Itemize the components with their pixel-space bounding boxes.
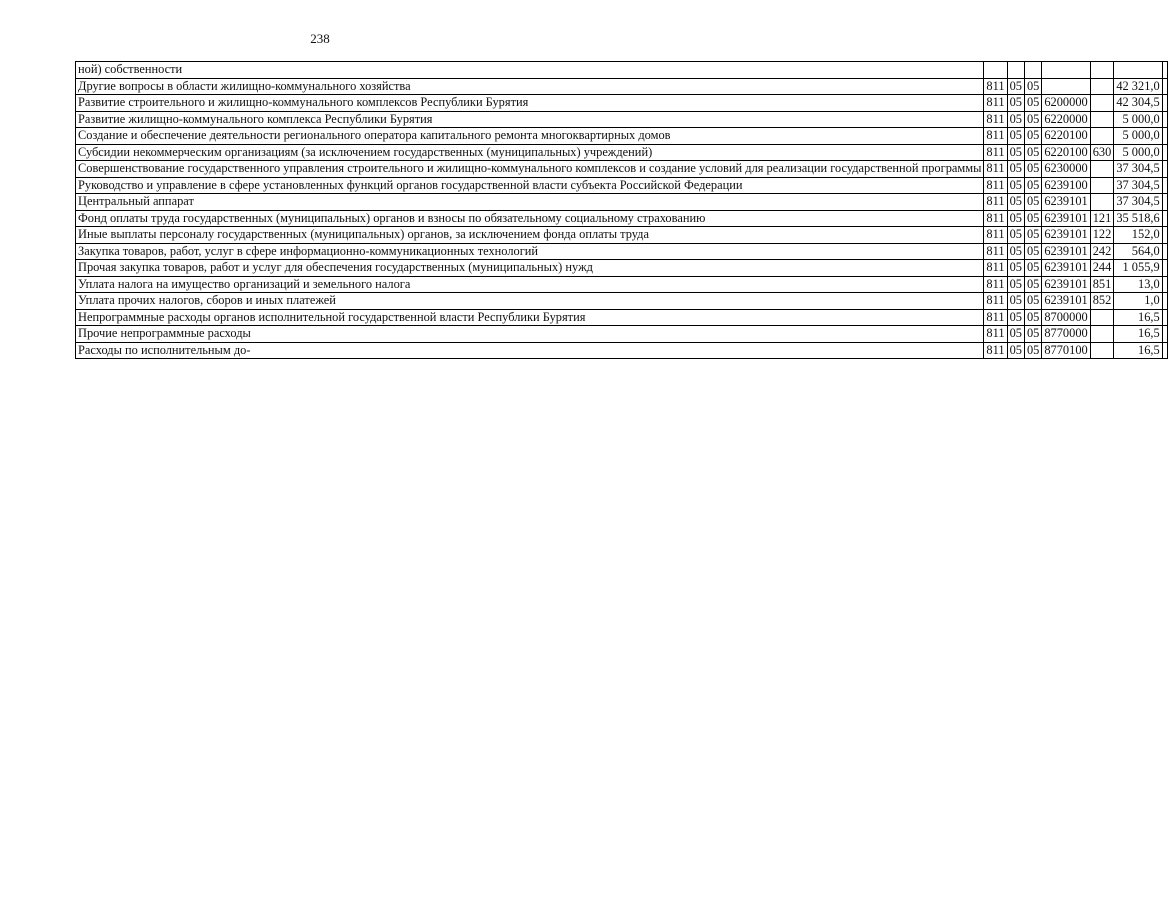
table-row <box>76 342 1168 359</box>
cell-empty <box>1162 326 1167 343</box>
cell-target: 6220000 <box>1042 111 1090 128</box>
budget-table-body <box>76 62 1168 359</box>
cell-ministry: 811 <box>984 78 1007 95</box>
cell-ministry: 811 <box>984 111 1007 128</box>
cell-target <box>1042 62 1090 79</box>
cell-empty <box>1162 210 1167 227</box>
cell-expense <box>1090 95 1114 112</box>
cell-target: 6200000 <box>1042 95 1090 112</box>
cell-name: Фонд оплаты труда государственных (муниципальных) органов и взносы по обязательному социальному страхованию <box>76 210 984 227</box>
cell-name: ной) собственности <box>76 62 984 79</box>
cell-subsection: 05 <box>1024 260 1041 277</box>
table-row <box>76 95 1168 112</box>
cell-subsection: 05 <box>1024 227 1041 244</box>
cell-name: Уплата прочих налогов, сборов и иных платежей <box>76 293 984 310</box>
budget-table <box>75 61 1168 359</box>
cell-ministry: 811 <box>984 342 1007 359</box>
cell-name: Прочие непрограммные расходы <box>76 326 984 343</box>
cell-subsection: 05 <box>1024 326 1041 343</box>
cell-amount: 16,5 <box>1114 326 1162 343</box>
cell-ministry: 811 <box>984 144 1007 161</box>
cell-name: Создание и обеспечение деятельности регионального оператора капитального ремонта многоквартирных домов <box>76 128 984 145</box>
cell-subsection: 05 <box>1024 210 1041 227</box>
cell-name: Прочая закупка товаров, работ и услуг для обеспечения государственных (муниципальных) нужд <box>76 260 984 277</box>
cell-section: 05 <box>1007 177 1024 194</box>
table-row <box>76 276 1168 293</box>
cell-subsection: 05 <box>1024 309 1041 326</box>
cell-expense <box>1090 342 1114 359</box>
cell-empty <box>1162 111 1167 128</box>
table-row <box>76 309 1168 326</box>
cell-name: Центральный аппарат <box>76 194 984 211</box>
cell-section: 05 <box>1007 293 1024 310</box>
table-row <box>76 326 1168 343</box>
cell-expense <box>1090 62 1114 79</box>
cell-empty <box>1162 144 1167 161</box>
cell-expense <box>1090 111 1114 128</box>
cell-subsection: 05 <box>1024 78 1041 95</box>
cell-subsection: 05 <box>1024 161 1041 178</box>
cell-amount: 42 304,5 <box>1114 95 1162 112</box>
cell-section: 05 <box>1007 326 1024 343</box>
cell-name: Совершенствование государственного управления строительного и жилищно-коммунального комплексов и создание условий для реализации государственной программы <box>76 161 984 178</box>
cell-section: 05 <box>1007 111 1024 128</box>
cell-target: 6239101 <box>1042 243 1090 260</box>
cell-ministry: 811 <box>984 243 1007 260</box>
cell-name: Непрограммные расходы органов исполнительной государственной власти Республики Бурятия <box>76 309 984 326</box>
table-row <box>76 78 1168 95</box>
cell-empty <box>1162 309 1167 326</box>
cell-empty <box>1162 243 1167 260</box>
cell-name: Закупка товаров, работ, услуг в сфере информационно-коммуникационных технологий <box>76 243 984 260</box>
cell-subsection: 05 <box>1024 111 1041 128</box>
cell-section: 05 <box>1007 95 1024 112</box>
cell-ministry: 811 <box>984 326 1007 343</box>
cell-empty <box>1162 227 1167 244</box>
cell-section: 05 <box>1007 260 1024 277</box>
cell-ministry: 811 <box>984 276 1007 293</box>
cell-ministry: 811 <box>984 128 1007 145</box>
cell-ministry: 811 <box>984 210 1007 227</box>
cell-target: 8770000 <box>1042 326 1090 343</box>
table-row <box>76 161 1168 178</box>
cell-amount: 5 000,0 <box>1114 144 1162 161</box>
cell-expense: 242 <box>1090 243 1114 260</box>
cell-section: 05 <box>1007 309 1024 326</box>
cell-ministry: 811 <box>984 227 1007 244</box>
cell-empty <box>1162 161 1167 178</box>
cell-target: 6239101 <box>1042 276 1090 293</box>
cell-expense: 244 <box>1090 260 1114 277</box>
cell-target <box>1042 78 1090 95</box>
cell-section: 05 <box>1007 210 1024 227</box>
cell-empty <box>1162 128 1167 145</box>
cell-amount: 37 304,5 <box>1114 194 1162 211</box>
cell-subsection: 05 <box>1024 194 1041 211</box>
page-number: 238 <box>310 31 330 46</box>
cell-expense: 852 <box>1090 293 1114 310</box>
cell-section <box>1007 62 1024 79</box>
cell-empty <box>1162 95 1167 112</box>
cell-ministry: 811 <box>984 177 1007 194</box>
cell-subsection <box>1024 62 1041 79</box>
cell-name: Руководство и управление в сфере установленных функций органов государственной власти субъекта Российской Федерации <box>76 177 984 194</box>
cell-amount: 37 304,5 <box>1114 177 1162 194</box>
cell-amount: 564,0 <box>1114 243 1162 260</box>
table-row <box>76 293 1168 310</box>
cell-amount <box>1114 62 1162 79</box>
cell-empty <box>1162 276 1167 293</box>
cell-target: 6239100 <box>1042 177 1090 194</box>
cell-name: Развитие жилищно-коммунального комплекса Республики Бурятия <box>76 111 984 128</box>
cell-expense <box>1090 326 1114 343</box>
cell-section: 05 <box>1007 276 1024 293</box>
cell-subsection: 05 <box>1024 293 1041 310</box>
table-row <box>76 243 1168 260</box>
cell-amount: 16,5 <box>1114 342 1162 359</box>
cell-subsection: 05 <box>1024 243 1041 260</box>
cell-section: 05 <box>1007 342 1024 359</box>
cell-ministry <box>984 62 1007 79</box>
cell-target: 6239101 <box>1042 227 1090 244</box>
cell-amount: 1 055,9 <box>1114 260 1162 277</box>
cell-target: 6239101 <box>1042 194 1090 211</box>
cell-name: Расходы по исполнительным до- <box>76 342 984 359</box>
cell-subsection: 05 <box>1024 276 1041 293</box>
table-row <box>76 128 1168 145</box>
cell-ministry: 811 <box>984 309 1007 326</box>
cell-expense <box>1090 161 1114 178</box>
table-row <box>76 177 1168 194</box>
cell-target: 6220100 <box>1042 144 1090 161</box>
cell-expense: 851 <box>1090 276 1114 293</box>
cell-expense <box>1090 309 1114 326</box>
cell-name: Развитие строительного и жилищно-коммунального комплексов Республики Бурятия <box>76 95 984 112</box>
cell-amount: 5 000,0 <box>1114 111 1162 128</box>
cell-amount: 1,0 <box>1114 293 1162 310</box>
cell-amount: 16,5 <box>1114 309 1162 326</box>
table-row <box>76 144 1168 161</box>
cell-expense <box>1090 128 1114 145</box>
cell-subsection: 05 <box>1024 342 1041 359</box>
cell-ministry: 811 <box>984 260 1007 277</box>
cell-subsection: 05 <box>1024 128 1041 145</box>
cell-target: 6239101 <box>1042 260 1090 277</box>
cell-name: Субсидии некоммерческим организациям (за исключением государственных (муниципальных) учреждений) <box>76 144 984 161</box>
cell-section: 05 <box>1007 161 1024 178</box>
cell-empty <box>1162 260 1167 277</box>
cell-expense: 630 <box>1090 144 1114 161</box>
cell-section: 05 <box>1007 144 1024 161</box>
cell-amount: 35 518,6 <box>1114 210 1162 227</box>
table-row <box>76 111 1168 128</box>
cell-amount: 13,0 <box>1114 276 1162 293</box>
cell-subsection: 05 <box>1024 95 1041 112</box>
cell-target: 6239101 <box>1042 210 1090 227</box>
cell-name: Другие вопросы в области жилищно-коммунального хозяйства <box>76 78 984 95</box>
cell-expense: 122 <box>1090 227 1114 244</box>
cell-empty <box>1162 177 1167 194</box>
cell-empty <box>1162 194 1167 211</box>
cell-expense: 121 <box>1090 210 1114 227</box>
cell-amount: 152,0 <box>1114 227 1162 244</box>
cell-target: 8770100 <box>1042 342 1090 359</box>
cell-section: 05 <box>1007 128 1024 145</box>
table-row <box>76 260 1168 277</box>
cell-empty <box>1162 62 1167 79</box>
cell-empty <box>1162 78 1167 95</box>
cell-section: 05 <box>1007 194 1024 211</box>
cell-subsection: 05 <box>1024 144 1041 161</box>
table-row <box>76 227 1168 244</box>
table-row <box>76 62 1168 79</box>
cell-section: 05 <box>1007 78 1024 95</box>
cell-ministry: 811 <box>984 194 1007 211</box>
cell-ministry: 811 <box>984 161 1007 178</box>
cell-target: 6220100 <box>1042 128 1090 145</box>
cell-ministry: 811 <box>984 293 1007 310</box>
cell-amount: 42 321,0 <box>1114 78 1162 95</box>
cell-target: 6230000 <box>1042 161 1090 178</box>
cell-empty <box>1162 342 1167 359</box>
cell-expense <box>1090 78 1114 95</box>
cell-amount: 37 304,5 <box>1114 161 1162 178</box>
cell-empty <box>1162 293 1167 310</box>
cell-name: Иные выплаты персоналу государственных (муниципальных) органов, за исключением фонда оплаты труда <box>76 227 984 244</box>
cell-section: 05 <box>1007 243 1024 260</box>
table-row <box>76 194 1168 211</box>
cell-ministry: 811 <box>984 95 1007 112</box>
cell-name: Уплата налога на имущество организаций и земельного налога <box>76 276 984 293</box>
cell-amount: 5 000,0 <box>1114 128 1162 145</box>
cell-target: 8700000 <box>1042 309 1090 326</box>
cell-subsection: 05 <box>1024 177 1041 194</box>
cell-expense <box>1090 177 1114 194</box>
cell-target: 6239101 <box>1042 293 1090 310</box>
table-row <box>76 210 1168 227</box>
cell-expense <box>1090 194 1114 211</box>
cell-section: 05 <box>1007 227 1024 244</box>
